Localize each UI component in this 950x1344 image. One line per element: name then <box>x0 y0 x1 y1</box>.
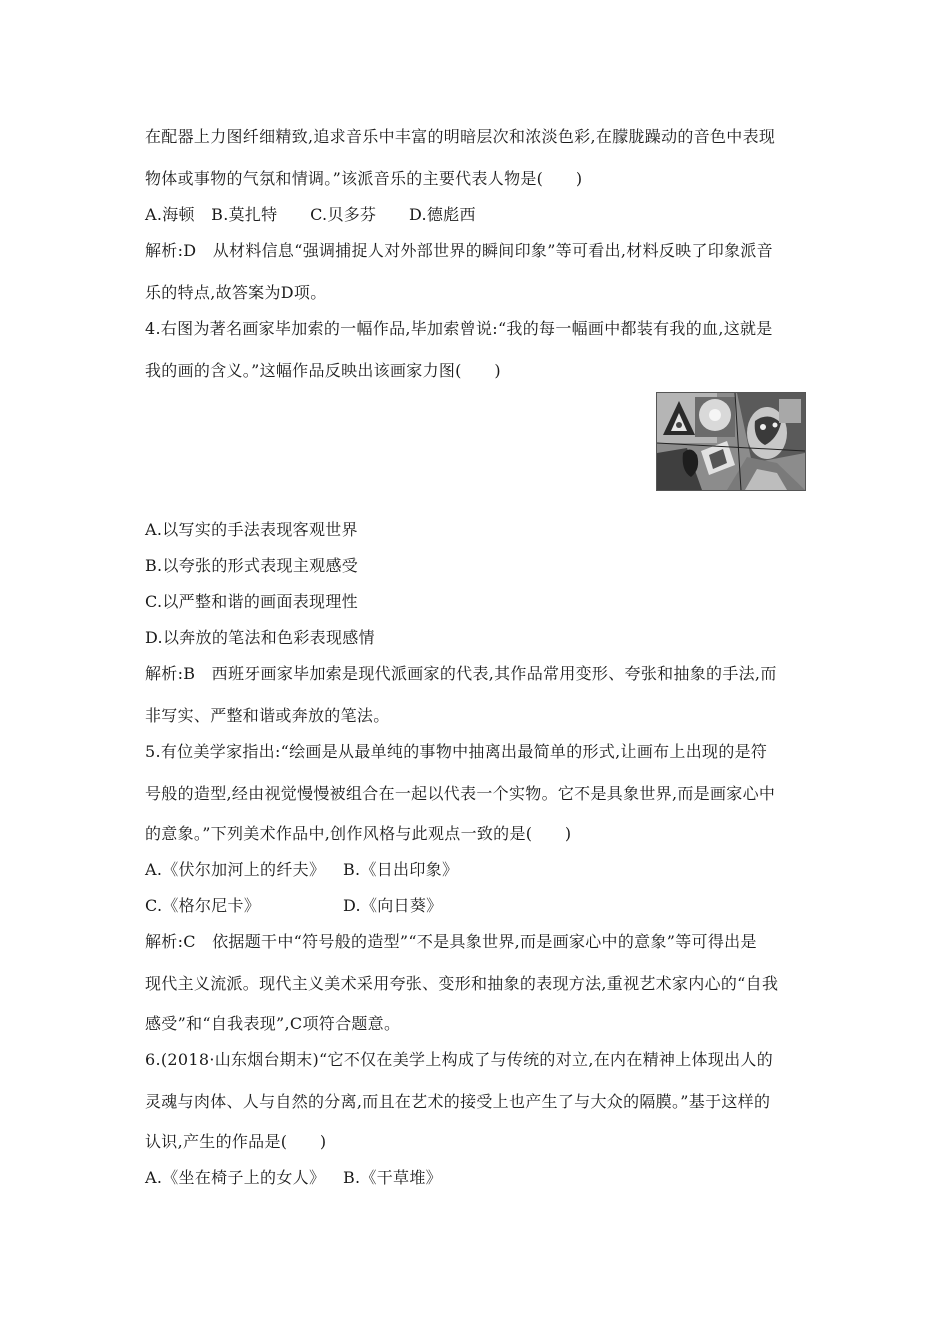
q5-option-a: A.《伏尔加河上的纤夫》 <box>145 860 326 879</box>
q5-analysis: 解析:C 依据题干中“符号般的造型”“不是具象世界,而是画家心中的意象”等可得出是 <box>145 932 757 951</box>
text-line: 的意象。”下列美术作品中,创作风格与此观点一致的是( ) <box>145 824 572 843</box>
q6-option-a: A.《坐在椅子上的女人》 <box>145 1168 326 1187</box>
text-line: 号般的造型,经由视觉慢慢被组合在一起以代表一个实物。它不是具象世界,而是画家心中 <box>145 784 776 803</box>
q4-analysis: 解析:B 西班牙画家毕加索是现代派画家的代表,其作品常用变形、夸张和抽象的手法,而 <box>145 664 777 683</box>
text-line: 现代主义流派。现代主义美术采用夸张、变形和抽象的表现方法,重视艺术家内心的“自我 <box>145 974 779 993</box>
text-line: 非写实、严整和谐或奔放的笔法。 <box>145 706 390 725</box>
question-5: 5.有位美学家指出:“绘画是从最单纯的事物中抽离出最简单的形式,让画布上出现的是符 <box>145 742 768 761</box>
text-line: 认识,产生的作品是( ) <box>145 1132 327 1151</box>
q4-option-c: C.以严整和谐的画面表现理性 <box>145 592 358 611</box>
q4-option-b: B.以夸张的形式表现主观感受 <box>145 556 359 575</box>
question-4: 4.右图为著名画家毕加索的一幅作品,毕加索曾说:“我的每一幅画中都装有我的血,这就是 <box>145 319 773 338</box>
text-line: 感受”和“自我表现”,C项符合题意。 <box>145 1014 401 1033</box>
question-6: 6.(2018·山东烟台期末)“它不仅在美学上构成了与传统的对立,在内在精神上体现出人的 <box>145 1050 774 1069</box>
cubist-painting-icon <box>657 393 805 490</box>
q4-option-d: D.以奔放的笔法和色彩表现感情 <box>145 628 375 647</box>
q5-options-row-2 <box>145 896 442 916</box>
text-line: 我的画的含义。”这幅作品反映出该画家力图( ) <box>145 361 501 380</box>
q5-option-d: D.《向日葵》 <box>343 896 443 915</box>
text-line: 在配器上力图纤细精致,追求音乐中丰富的明暗层次和浓淡色彩,在朦胧躁动的音色中表现 <box>145 127 776 146</box>
text-line: 物体或事物的气氛和情调。”该派音乐的主要代表人物是( ) <box>145 169 583 188</box>
q5-options-row-1 <box>145 860 458 880</box>
q3-analysis: 解析:D 从材料信息“强调捕捉人对外部世界的瞬间印象”等可看出,材料反映了印象派音 <box>145 241 773 260</box>
picasso-painting-image <box>656 392 806 491</box>
q6-options-row-1 <box>145 1168 442 1188</box>
q6-option-b: B.《干草堆》 <box>343 1168 442 1187</box>
q5-option-b: B.《日出印象》 <box>343 860 459 879</box>
q3-options: A.海顿 B.莫扎特 C.贝多芬 D.德彪西 <box>145 205 476 224</box>
text-line: 乐的特点,故答案为D项。 <box>145 283 327 302</box>
q4-option-a: A.以写实的手法表现客观世界 <box>145 520 358 539</box>
text-line: 灵魂与肉体、人与自然的分离,而且在艺术的接受上也产生了与大众的隔膜。”基于这样的 <box>145 1092 771 1111</box>
q5-option-c: C.《格尔尼卡》 <box>145 896 261 915</box>
